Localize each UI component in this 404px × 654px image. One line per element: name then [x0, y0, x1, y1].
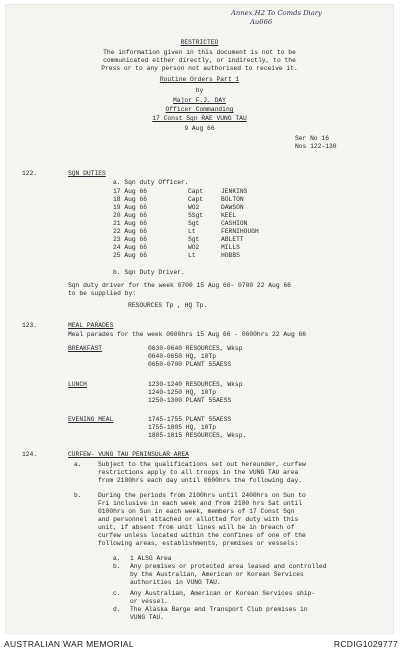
unit-name: 17 Const Sqn RAE VUNG TAU — [152, 115, 247, 122]
duty-date: 24 Aug 66 — [113, 244, 148, 251]
list-item-label: d. — [113, 606, 121, 613]
meal-line: 0640-0650 HQ, 10Tp — [148, 353, 217, 360]
duty-rank: WO2 — [188, 204, 200, 211]
notice-line: The information given in this document is not to be — [103, 49, 296, 56]
meal-name: LUNCH — [68, 381, 87, 388]
document-page — [5, 4, 394, 634]
meal-line: 0650-0700 PLANT 55AESS — [148, 361, 232, 368]
meal-line: 1805-1815 RESOURCES, Wksp. — [148, 432, 247, 439]
classification-heading: RESTRICTED — [180, 39, 219, 46]
by-line: by — [195, 87, 204, 94]
paragraph-line: and personnel attached or allotted for duty with this — [98, 516, 299, 523]
duty-name: CASHION — [221, 220, 248, 227]
paragraph-line: following areas, establishments, premises or vessels: — [98, 540, 299, 547]
list-item-line: authorities in VUNG TAU. — [130, 579, 221, 586]
serial-number: Ser No 16 — [295, 135, 330, 142]
duty-date: 21 Aug 66 — [113, 220, 148, 227]
meal-line: 1230-1240 RESOURCES, Wksp — [148, 381, 243, 388]
meal-name: BREAKFAST — [68, 345, 103, 352]
duty-name: HOBBS — [221, 252, 240, 259]
list-item-label: c. — [113, 590, 121, 597]
duty-name: MILLS — [221, 244, 240, 251]
duty-date: 18 Aug 66 — [113, 196, 148, 203]
list-item-line: or vessel. — [130, 598, 168, 605]
duty-date: 23 Aug 66 — [113, 236, 148, 243]
list-item-line: The Alaska Barge and Transport Club premises in — [130, 606, 308, 613]
driver-text: to be supplied by: — [68, 290, 137, 297]
paragraph-label: b. — [74, 492, 82, 499]
paragraph-line: 0100hrs on Sun in each week, members of 17 Const Sqn — [98, 508, 295, 515]
duty-name: FERNIHOUGH — [221, 228, 259, 235]
paragraph-line: unit, if absent from unit lines will be in breach of — [98, 524, 295, 531]
duty-rank: Lt — [188, 252, 196, 259]
duty-rank: WO2 — [188, 244, 200, 251]
section-heading: SQN DUTIES — [68, 170, 106, 177]
notice-line: Press or to any person not authorised to receive it. — [101, 65, 298, 72]
meal-intro: Meal parades for the week 0600hrs 15 Aug 66 - 0600hrs 22 Aug 66 — [68, 331, 307, 338]
duty-rank: Capt — [188, 188, 204, 195]
officer-name: Major F.J. DAY — [173, 97, 226, 104]
list-item-line: Any premises or protected area leased and controlled — [130, 563, 327, 570]
duty-date: 19 Aug 66 — [113, 204, 148, 211]
duty-name: KEEL — [221, 212, 237, 219]
paragraph-label: a. — [74, 461, 82, 468]
duty-date: 20 Aug 66 — [113, 212, 148, 219]
notice-line: communicated either directly, or indirectly, to the — [103, 57, 296, 64]
list-item-line: by the Australian, American or Korean Services — [130, 571, 304, 578]
section-number: 123. — [22, 322, 38, 329]
meal-line: 1755-1805 HQ, 10Tp — [148, 424, 217, 431]
handwritten-annotation-line1: Annex H2 To Comds Diary — [231, 9, 322, 17]
document-title: Routine Orders Part 1 — [159, 76, 240, 83]
list-item-label: a. — [113, 555, 121, 562]
duty-date: 25 Aug 66 — [113, 252, 148, 259]
list-item-line: 1 ALSG Area — [130, 555, 172, 562]
duty-date: 22 Aug 66 — [113, 228, 148, 235]
footer-record-id: RCDIG1029777 — [333, 639, 398, 649]
order-numbers: Nos 122-130 — [295, 143, 337, 150]
section-heading: CURFEW- VUNG TAU PENINSULAR AREA — [68, 451, 189, 458]
duty-rank: Sgt — [188, 236, 200, 243]
duty-rank: SSgt — [188, 212, 204, 219]
section-number: 122. — [22, 170, 38, 177]
officer-role: Officer Commanding — [165, 106, 234, 113]
paragraph-line: from 2100hrs each day until 0600hrs the following day. — [98, 477, 303, 484]
paragraph-line: curfew unless located within the confines of one of the — [98, 532, 306, 539]
driver-text: RESOURCES Tp , HQ Tp. — [128, 302, 208, 309]
duty-rank: Lt — [188, 228, 196, 235]
meal-line: 1240-1250 HQ, 10Tp — [148, 389, 217, 396]
meal-line: 0630-0640 RESOURCES, Wksp — [148, 345, 243, 352]
duty-name: JENKINS — [221, 188, 248, 195]
handwritten-annotation-line2: Au666 — [250, 18, 273, 26]
list-item-line: Any Australian, American or Korean Services ship- — [130, 590, 316, 597]
subsection-label: a. Sqn duty Officer. — [113, 179, 189, 186]
meal-line: 1250-1300 PLANT 55AESS — [148, 397, 232, 404]
duty-name: ABLETT — [221, 236, 244, 243]
list-item-line: VUNG TAU. — [130, 614, 165, 621]
footer-archive-name: AUSTRALIAN WAR MEMORIAL — [4, 639, 134, 649]
section-number: 124. — [22, 451, 38, 458]
driver-text: Sqn duty driver for the week 0700 15 Aug 66- 0700 22 Aug 66 — [68, 282, 291, 289]
paragraph-line: During the periods from 2100hrs until 2400hrs on Sun to — [98, 492, 306, 499]
meal-name: EVENING MEAL — [68, 416, 114, 423]
duty-date: 17 Aug 66 — [113, 188, 148, 195]
subsection-label: b. Sqn Duty Driver. — [113, 269, 185, 276]
duty-name: BOLTON — [221, 196, 244, 203]
duty-rank: Sgt — [188, 220, 200, 227]
section-heading: MEAL PARADES — [68, 322, 114, 329]
order-date: 9 Aug 66 — [184, 125, 215, 132]
paragraph-line: Subject to the qualifications set out hereunder, curfew — [98, 461, 306, 468]
list-item-label: b. — [113, 563, 121, 570]
paragraph-line: restrictions apply to all troops in the VUNG TAU area — [98, 469, 299, 476]
meal-line: 1745-1755 PLANT 55AESS — [148, 416, 232, 423]
duty-rank: Capt — [188, 196, 204, 203]
duty-name: DAWSON — [221, 204, 244, 211]
paragraph-line: Fri inclusive in each week and from 2100 hrs Sat until — [98, 500, 303, 507]
